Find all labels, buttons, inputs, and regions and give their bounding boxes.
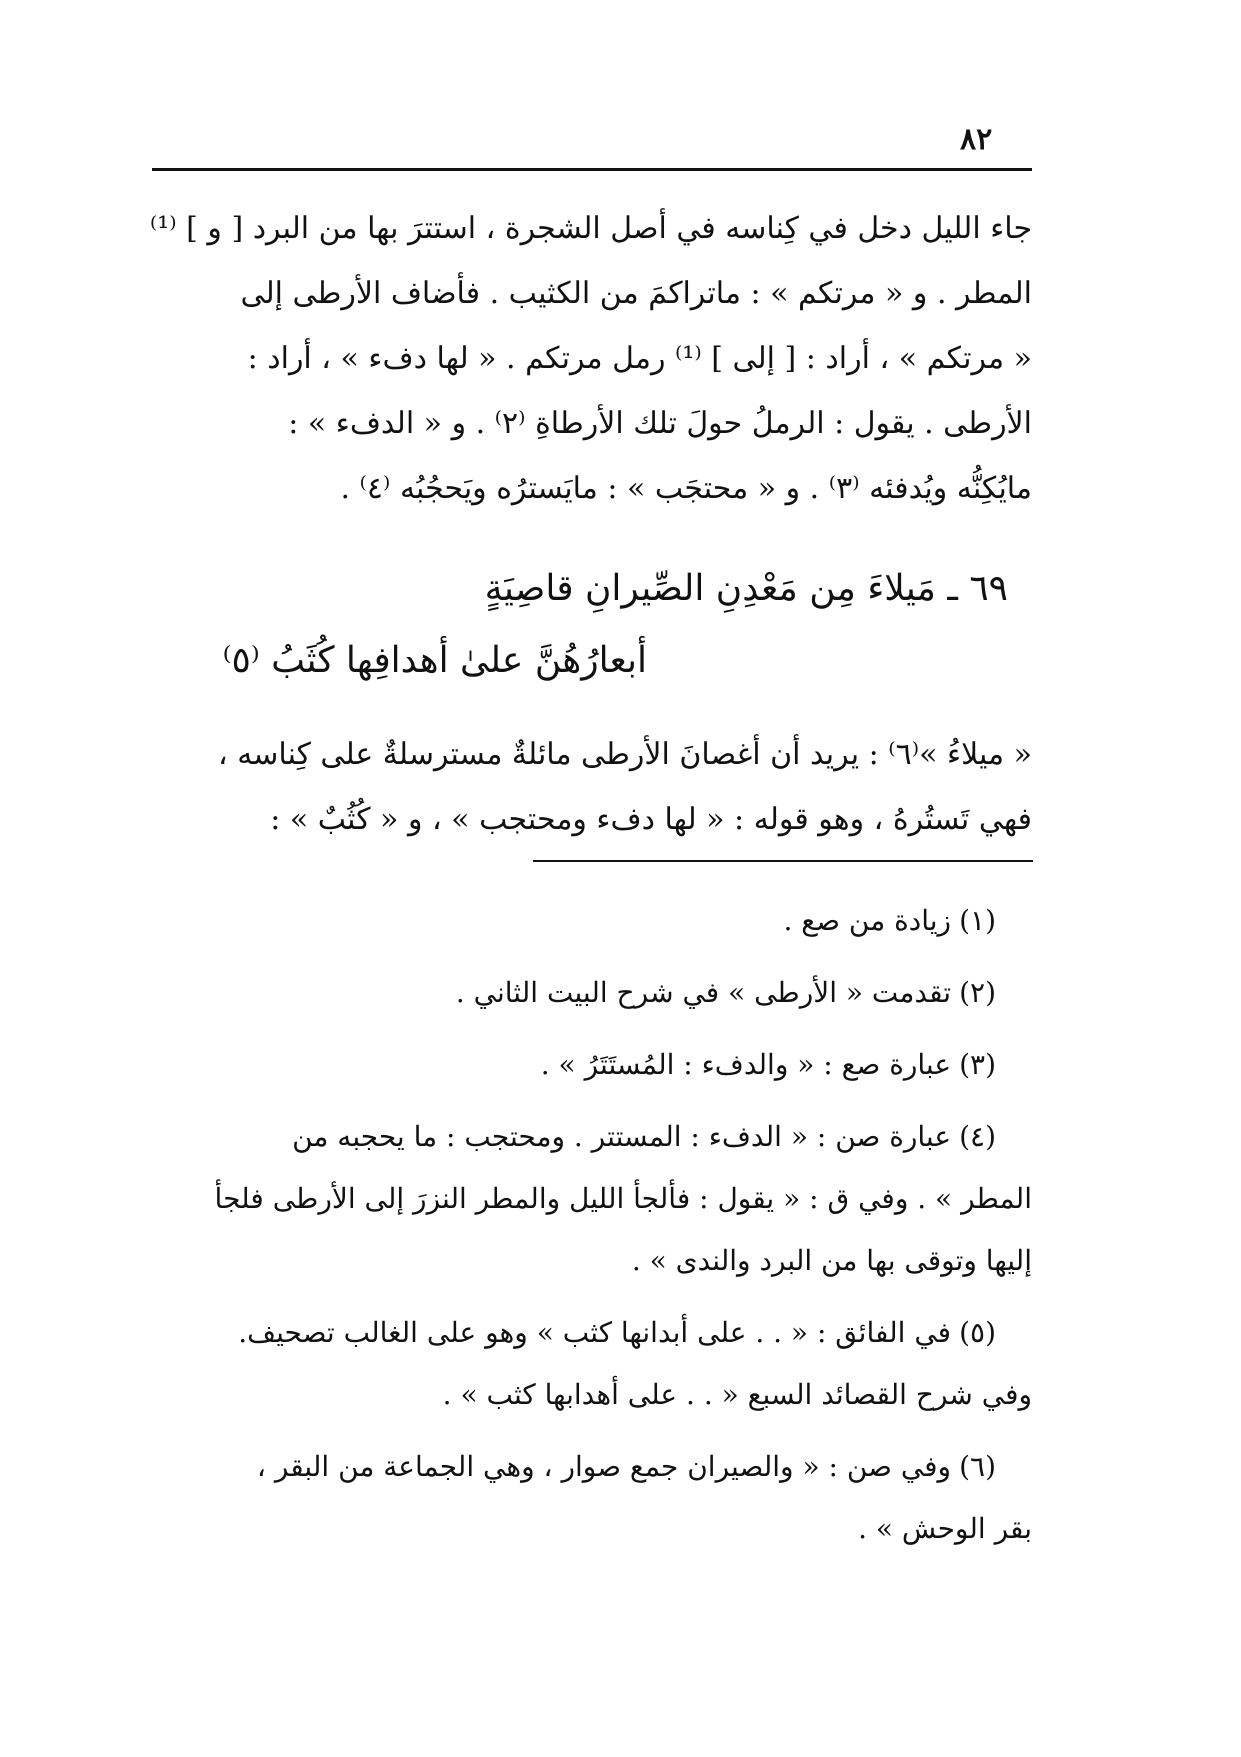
footnote-marker: (٣) bbox=[959, 1048, 996, 1081]
header-rule bbox=[152, 168, 1032, 171]
footnote-text: بقر الوحش » . bbox=[858, 1512, 1032, 1545]
footnotes-section bbox=[152, 890, 1032, 1570]
footnote-marker: (٤) bbox=[959, 1120, 996, 1153]
footnote-marker: (٥) bbox=[959, 1316, 996, 1349]
footnote-text: إليها وتوقى بها من البرد والندى » . bbox=[631, 1244, 1032, 1277]
commentary-line: « ميلاءُ »⁽٦⁾ : يريد أن أغصانَ الأرطى مائلةٌ مسترسلةٌ على كِناسه ، bbox=[217, 737, 1032, 772]
footnote-text: عبارة صن : « الدفء : المستتر . ومحتجب : ما يحجبه من bbox=[292, 1120, 952, 1153]
footnote-marker: (٢) bbox=[959, 976, 996, 1009]
commentary-line: فهي تَستُرهُ ، وهو قوله : « لها دفء ومحتجب » ، و « كُثُبٌ » : bbox=[270, 802, 1032, 837]
footnote-separator bbox=[533, 860, 1033, 862]
footnote-3 bbox=[152, 1034, 1032, 1096]
body-line: جاء الليل دخل في كِناسه في أصل الشجرة ، استترَ بها من البرد [ و ] ⁽¹⁾ bbox=[149, 211, 1032, 246]
page-number: ٨٢ bbox=[960, 122, 993, 157]
body-line: « مرتكم » ، أراد : [ إلى ] ⁽¹⁾ رمل مرتكم . « لها دفء » ، أراد : bbox=[247, 341, 1032, 376]
body-line: الأرطى . يقول : الرملُ حولَ تلك الأرطاةِ ⁽٢⁾ . و « الدفء » : bbox=[288, 406, 1032, 441]
footnote-2 bbox=[152, 962, 1032, 1024]
footnote-5 bbox=[152, 1302, 1032, 1426]
footnote-6 bbox=[152, 1436, 1032, 1560]
footnote-1 bbox=[152, 890, 1032, 952]
footnote-text: عبارة صع : « والدفء : المُستَتَرُ » . bbox=[540, 1048, 952, 1081]
body-line: المطر . و « مرتكم » : ماتراكمَ من الكثيب . فأضاف الأرطى إلى bbox=[240, 276, 1032, 311]
commentary-paragraph bbox=[152, 722, 1032, 852]
footnote-marker: (٦) bbox=[959, 1450, 996, 1483]
footnote-text: تقدمت « الأرطى » في شرح البيت الثاني . bbox=[455, 976, 952, 1009]
footnote-marker: (١) bbox=[959, 904, 996, 937]
footnote-text: في الفائق : « . . على أبدانها كثب » وهو على الغالب تصحيف. bbox=[238, 1316, 952, 1349]
verse-second-hemistich: أبعارُهُنَّ علىٰ أهدافِها كُثَبُ ⁽٥⁾ bbox=[222, 640, 647, 681]
footnote-4 bbox=[152, 1106, 1032, 1292]
footnote-text: وفي صن : « والصيران جمع صوار ، وهي الجماعة من البقر ، bbox=[256, 1450, 952, 1483]
body-paragraph bbox=[149, 196, 1032, 521]
verse-first-hemistich: ٦٩ ـ مَيلاءَ مِن مَعْدِنِ الصِّيرانِ قاصِيَةٍ bbox=[484, 568, 1008, 609]
footnote-text: وفي شرح القصائد السبع « . . على أهدابها كثب » . bbox=[442, 1378, 1032, 1411]
body-line: مايُكِنُّه ويُدفئه ⁽٣⁾ . و « محتجَب » : مايَسترُه ويَحجُبُه ⁽٤⁾ . bbox=[340, 471, 1032, 506]
footnote-text: المطر » . وفي ق : « يقول : فألجأ الليل والمطر النزرَ إلى الأرطى فلجأ bbox=[214, 1182, 1032, 1215]
footnote-text: زيادة من صع . bbox=[783, 904, 952, 937]
